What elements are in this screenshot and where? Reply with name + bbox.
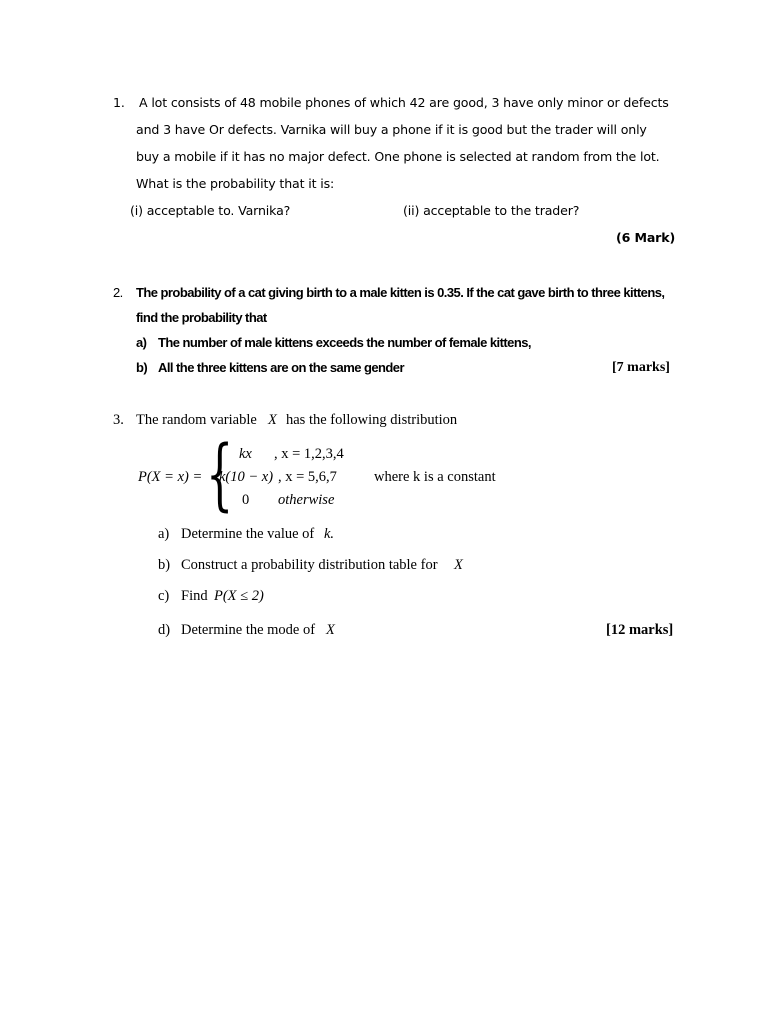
pmf-case-3-expr: 0 xyxy=(242,492,250,508)
q1-part-i: (i) acceptable to. Varnika? xyxy=(130,203,291,218)
q3-a-text: Determine the value of xyxy=(181,526,315,542)
q2-line-1: The probability of a cat giving birth to a male kitten is 0.35. If the cat gave birth to three kittens, xyxy=(136,285,665,300)
q2-b-label: b) xyxy=(136,360,148,375)
pmf-case-2-cond: , x = 5,6,7 xyxy=(278,469,337,485)
q3-a-var: k. xyxy=(324,526,335,542)
q2-b-text: All the three kittens are on the same gender xyxy=(158,360,404,375)
q3-b-label: b) xyxy=(158,557,171,573)
q3-b-text: Construct a probability distribution table for xyxy=(181,557,438,573)
q3-intro-post: has the following distribution xyxy=(286,412,458,428)
pmf-case-3-cond: otherwise xyxy=(278,492,335,508)
q1-part-ii: (ii) acceptable to the trader? xyxy=(403,203,580,218)
q3-marks: [12 marks] xyxy=(606,622,674,638)
q3-c-expr: P(X ≤ 2) xyxy=(214,588,264,604)
q3-c-text: Find xyxy=(181,588,208,604)
q3-intro-var: X xyxy=(268,412,277,428)
q2-number: 2. xyxy=(113,285,123,300)
q2-a-label: a) xyxy=(136,335,147,350)
q3-intro-pre: The random variable xyxy=(136,412,257,428)
q1-line-2: and 3 have Or defects. Varnika will buy a phone if it is good but the trader will only xyxy=(136,122,647,137)
pmf-case-2-expr: k(10 − x) xyxy=(219,469,274,485)
pmf-case-1-cond: , x = 1,2,3,4 xyxy=(274,446,344,462)
q1-line-4: What is the probability that it is: xyxy=(136,176,335,191)
q2-marks: [7 marks] xyxy=(612,360,670,375)
q1-line-3: buy a mobile if it has no major defect. One phone is selected at random from the lot. xyxy=(136,149,660,164)
q2-a-text: The number of male kittens exceeds the number of female kittens, xyxy=(158,335,531,350)
q3-number: 3. xyxy=(113,412,124,428)
q1-line-1: A lot consists of 48 mobile phones of which 42 are good, 3 have only minor or defects xyxy=(139,95,669,110)
q3-b-var: X xyxy=(454,557,463,573)
pmf-lhs: P(X = x) = xyxy=(138,469,203,485)
pmf-brace: { xyxy=(206,430,234,520)
q1-marks: (6 Mark) xyxy=(616,230,676,245)
pmf-case-1-expr: kx xyxy=(239,446,252,462)
pmf-constant-note: where k is a constant xyxy=(374,469,496,485)
q3-a-label: a) xyxy=(158,526,170,542)
q3-d-var: X xyxy=(326,622,335,638)
q3-d-label: d) xyxy=(158,622,171,638)
q3-d-text: Determine the mode of xyxy=(181,622,316,638)
q1-number: 1. xyxy=(113,95,125,110)
q3-c-label: c) xyxy=(158,588,170,604)
q2-line-2: find the probability that xyxy=(136,310,267,325)
